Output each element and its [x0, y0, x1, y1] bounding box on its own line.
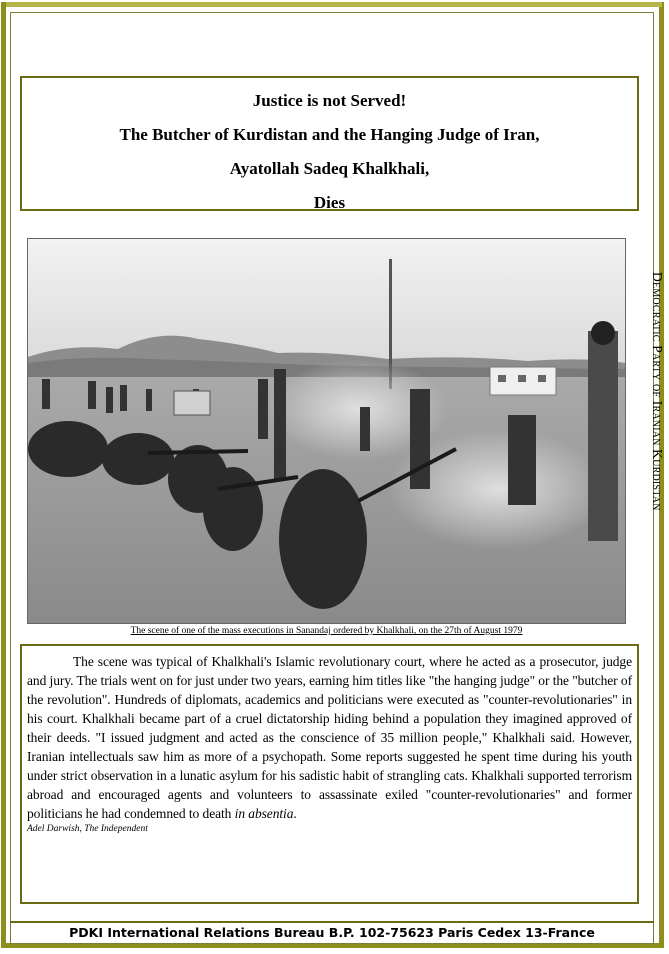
article-body-punct: .: [293, 806, 297, 821]
footer-address: PDKI International Relations Bureau B.P. 102-75623 Paris Cedex 13-France: [10, 921, 654, 944]
photo-caption: The scene of one of the mass executions in Sanandaj ordered by Khalkhali, on the 27th of August 1979: [130, 626, 523, 636]
execution-photo: [27, 238, 626, 624]
article-body-text: The scene was typical of Khalkhali's Islamic revolutionary court, where he acted as a prosecutor, judge and jury. The trials went on for just under two years, earning him titles like "the hanging judge" or the "butcher of the revolution". Hundreds of diplomats, academics and politicians were executed as "counter-revolutionaries" in his court. Khalkhali became part of a cruel dictatorship hiding behind a population they imagined approved of their deeds. "I issued judgment and acted as the conscience of 35 million people," Khalkhali said. However, Iranian intellectuals saw him as more of a psychopath. Some reports suggested he spent time during his youth under strict observation in a lunatic asylum for his sadistic habit of strangling cats. Khalkhali supported terrorism abroad and encouraged agents and volunteers to assassinate exiled "counter-revolutionaries" and former politicians he had condemned to death: [27, 654, 632, 821]
side-title-text: Democratic Party of Iranian Kurdistan: [650, 272, 665, 511]
headline: Justice is not Served!: [252, 91, 407, 110]
subject-name: Ayatollah Sadeq Khalkhali,: [229, 159, 430, 178]
side-title: [649, 272, 665, 650]
subheadline: The Butcher of Kurdistan and the Hanging Judge of Iran,: [119, 125, 540, 144]
subject-status: Dies: [313, 193, 346, 212]
article-body-italic: in absentia: [234, 806, 294, 821]
article-box: [20, 644, 639, 904]
article-credit: Adel Darwish, The Independent: [27, 824, 148, 834]
page-frame-top-accent: [6, 2, 662, 7]
article-body: [27, 652, 632, 823]
title-box: [20, 76, 639, 211]
